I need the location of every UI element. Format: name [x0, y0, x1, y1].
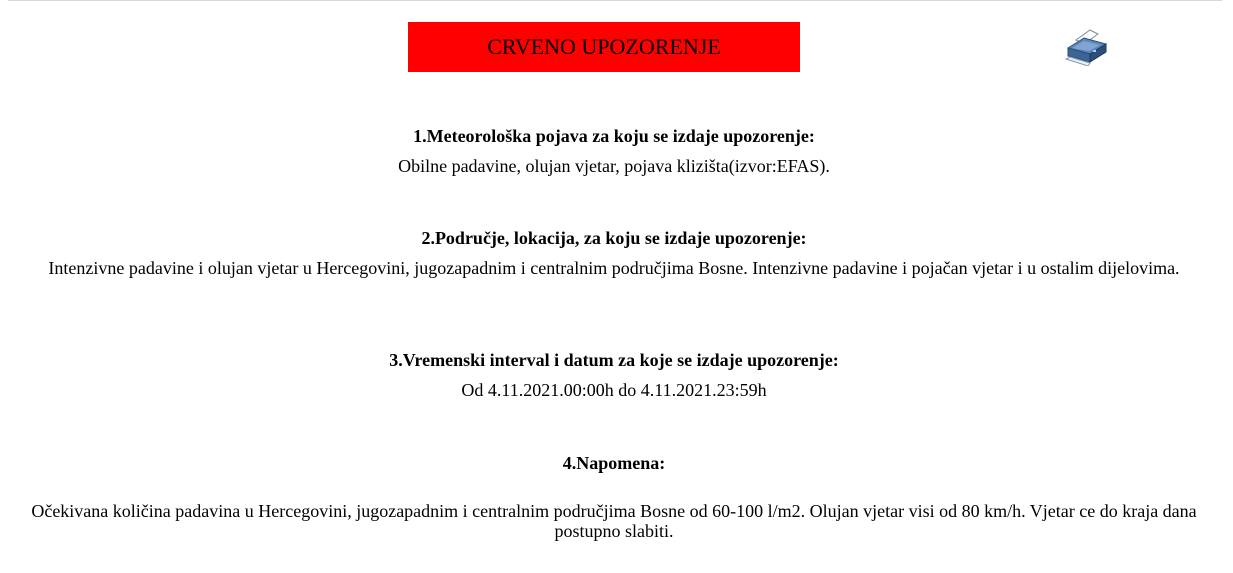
warning-banner: [408, 22, 800, 72]
section-title: 1.Meteorološka pojava za koju se izdaje upozorenje:: [413, 126, 815, 146]
section-1: [8, 118, 1220, 176]
section-text: Od 4.11.2021.00:00h do 4.11.2021.23:59h: [461, 380, 767, 400]
section-2: [8, 220, 1220, 278]
section-text: Intenzivne padavine i olujan vjetar u Hercegovini, jugozapadnim i centralnim područjima Bosne. Intenzivne padavine i pojačan vjetar i u ostalim dijelovima.: [48, 258, 1180, 278]
section-title: 4.Napomena:: [562, 453, 666, 473]
section-title: 2.Područje, lokacija, za koju se izdaje upozorenje:: [421, 228, 807, 248]
print-button[interactable]: [1064, 26, 1110, 66]
section-3: [8, 342, 1220, 400]
section-title: 3.Vremenski interval i datum za koje se izdaje upozorenje:: [389, 350, 839, 370]
section-text: Obilne padavine, olujan vjetar, pojava klizišta(izvor:EFAS).: [398, 156, 830, 176]
printer-icon: [1064, 26, 1110, 66]
section-text: Očekivana količina padavina u Hercegovini, jugozapadnim i centralnim područjima Bosne od 60-100 l/m2. Olujan vjetar visi od 80 km/h. Vjetar ce do kraja dana postupno slabiti.: [31, 501, 1197, 541]
section-4: [8, 445, 1220, 541]
top-divider: [8, 0, 1222, 1]
warning-banner-title: CRVENO UPOZORENJE: [487, 34, 721, 59]
